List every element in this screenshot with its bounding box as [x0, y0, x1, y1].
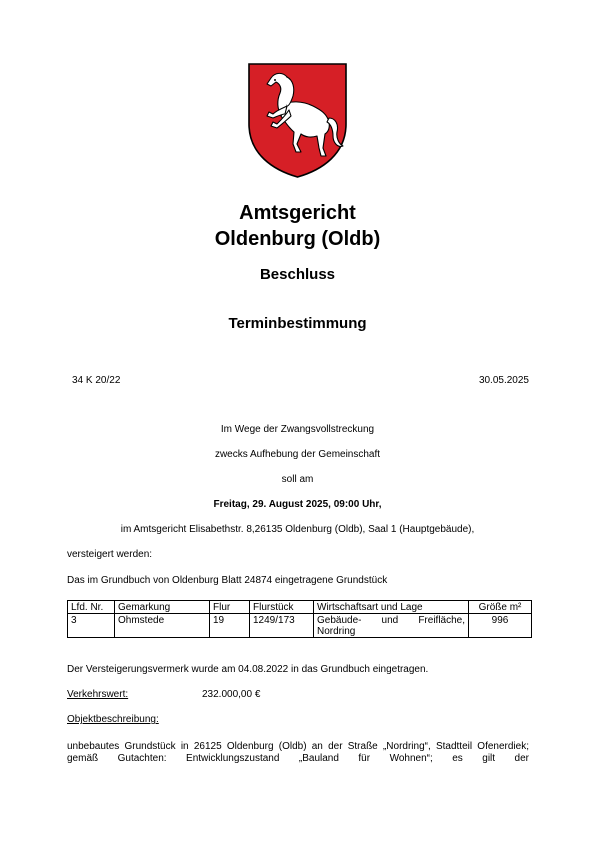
col-header-flur: Flur — [210, 601, 250, 614]
document-date: 30.05.2025 — [478, 375, 529, 386]
court-name-line-2: Oldenburg (Oldb) — [214, 228, 381, 250]
market-value-label: Verkehrswert: — [67, 689, 129, 700]
appointment-date: Freitag, 29. August 2025, 09:00 Uhr, — [213, 499, 382, 510]
decision-heading: Beschluss — [259, 266, 336, 283]
object-description-text: unbebautes Grundstück in 26125 Oldenburg (Oldb) an der Straße „Nordring“, Stadtteil Ofenerdiek; gemäß Gutachten: Entwicklungszustand „Bauland für Wohnen“; es gilt der — [67, 741, 529, 764]
cell-flurstueck: 1249/173 — [250, 614, 314, 638]
cell-lfd-nr: 3 — [68, 614, 115, 638]
registration-note: Der Versteigerungsvermerk wurde am 04.08.2022 in das Grundbuch eingetragen. — [67, 664, 429, 675]
table-header-row — [68, 601, 532, 614]
col-header-groesse: Größe m² — [469, 601, 532, 614]
body-line-2: zwecks Aufhebung der Gemeinschaft — [214, 449, 381, 460]
col-header-flurstueck: Flurstück — [250, 601, 314, 614]
auctioned-text: versteigert werden: — [67, 549, 153, 560]
case-number: 34 K 20/22 — [72, 375, 121, 386]
body-line-1: Im Wege der Zwangsvollstreckung — [220, 424, 375, 435]
cell-gemarkung: Ohmstede — [115, 614, 210, 638]
body-line-3: soll am — [281, 474, 314, 485]
col-header-lfd-nr: Lfd. Nr. — [68, 601, 115, 614]
col-header-wirtschaftsart: Wirtschaftsart und Lage — [314, 601, 469, 614]
property-table — [67, 600, 532, 638]
subject-heading: Terminbestimmung — [228, 315, 367, 332]
table-row — [68, 614, 532, 638]
object-description-label: Objektbeschreibung: — [67, 714, 159, 725]
auction-location: im Amtsgericht Elisabethstr. 8,26135 Oldenburg (Oldb), Saal 1 (Hauptgebäude), — [120, 524, 475, 535]
property-intro: Das im Grundbuch von Oldenburg Blatt 24874 eingetragene Grundstück — [67, 575, 388, 586]
lower-saxony-horse-crest-icon — [247, 62, 348, 179]
cell-flur: 19 — [210, 614, 250, 638]
cell-wirtschaftsart: Gebäude- und Freifläche, Nordring — [314, 614, 469, 638]
market-value: 232.000,00 € — [202, 689, 261, 700]
court-name-line-1: Amtsgericht — [239, 202, 356, 224]
col-header-gemarkung: Gemarkung — [115, 601, 210, 614]
cell-groesse: 996 — [469, 614, 532, 638]
